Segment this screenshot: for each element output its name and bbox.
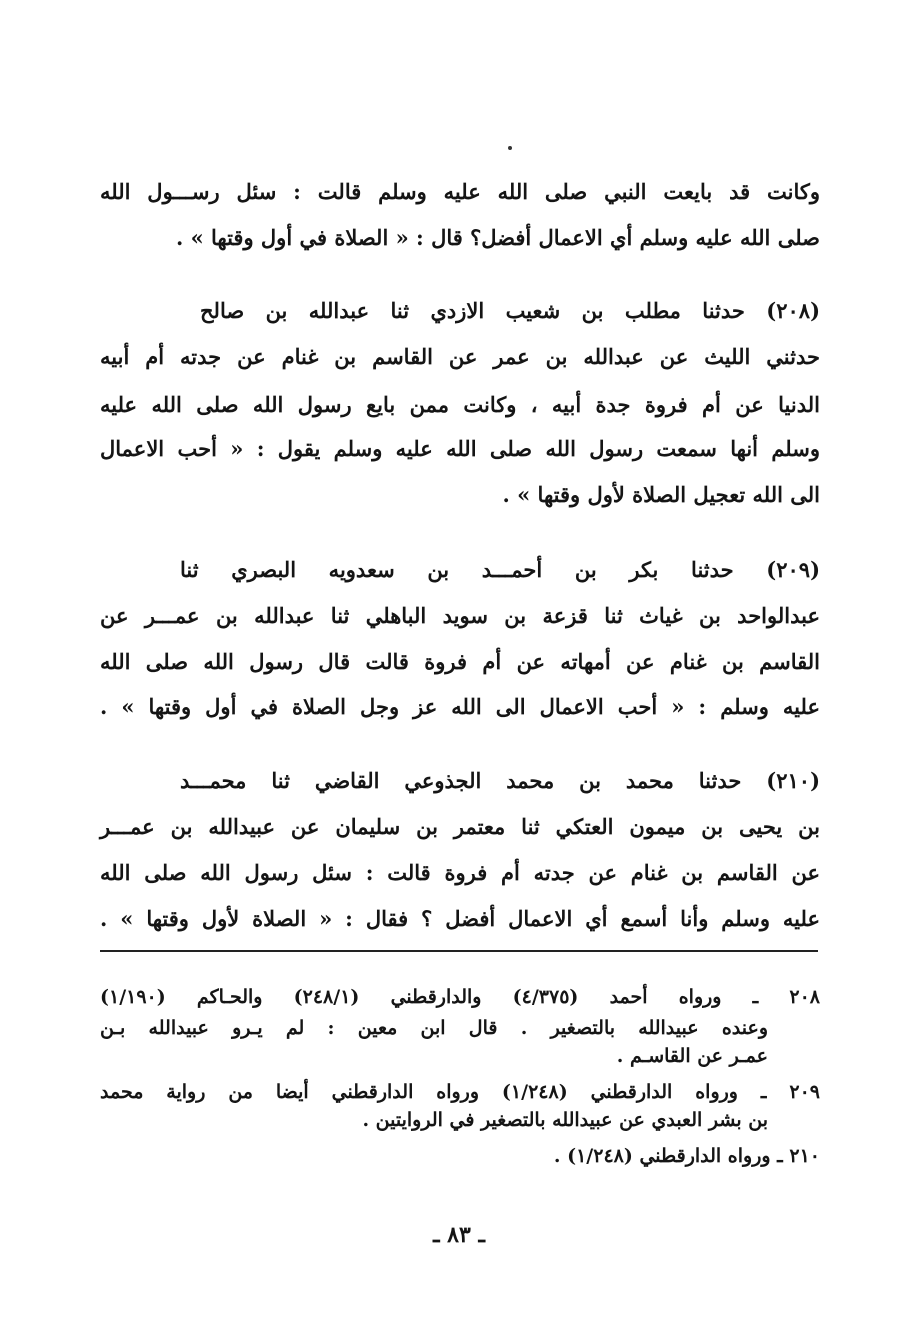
footnote-210: ٢١٠ ـ ورواه الدارقطني (١/٢٤٨) . bbox=[553, 1145, 820, 1167]
text-line: وكانت قد بايعت النبي صلى الله عليه وسلم قالت : سئل رســـول الله bbox=[100, 179, 820, 204]
text-line: عليه وسلم : « أحب الاعمال الى الله عز وجل الصلاة في أول وقتها » . bbox=[100, 694, 820, 719]
text-line: وسلم أنها سمعت رسول الله صلى الله عليه وسلم يقول : « أحب الاعمال bbox=[100, 436, 820, 461]
text-line: عبدالواحد بن غياث ثنا قزعة بن سويد الباهلي ثنا عبدالله بن عمـــر عن bbox=[100, 603, 820, 628]
text-line: حدثني الليث عن عبدالله بن عمر عن القاسم بن غنام عن جدته أم أبيه bbox=[100, 344, 820, 369]
text-line: بن يحيى بن ميمون العتكي ثنا معتمر بن سليمان عن عبيدالله بن عمـــر bbox=[100, 814, 820, 839]
text-line: صلى الله عليه وسلم أي الاعمال أفضل؟ قال : « الصلاة في أول وقتها » . bbox=[175, 225, 820, 250]
text-line: الى الله تعجيل الصلاة لأول وقتها » . bbox=[502, 482, 820, 507]
text-line: الدنيا عن أم فروة جدة أبيه ، وكانت ممن بايع رسول الله صلى الله عليه bbox=[100, 392, 820, 417]
footnote-line: وعنده عبيدالله بالتصغير . قال ابن معين : لم يـرو عبيدالله بـن bbox=[100, 1017, 768, 1039]
footnote-line: بن بشر العبدي عن عبيدالله بالتصغير في الروايتين . bbox=[362, 1109, 768, 1131]
text-line: عن القاسم بن غنام عن جدته أم فروة قالت : سئل رسول الله صلى الله bbox=[100, 860, 820, 885]
hadith-208-heading: (٢٠٨) حدثنا مطلب بن شعيب الازدي ثنا عبدالله بن صالح bbox=[200, 298, 820, 323]
footnote-line: عمـر عن القاسـم . bbox=[616, 1045, 768, 1067]
text-line: القاسم بن غنام عن أمهاته عن أم فروة قالت قال رسول الله صلى الله bbox=[100, 649, 820, 674]
hadith-209-heading: (٢٠٩) حدثنا بكر بن أحمـــد بن سعدويه البصري ثنا bbox=[180, 557, 820, 582]
footnote-209: ٢٠٩ ـ ورواه الدارقطني (١/٢٤٨) ورواه الدارقطني أيضا من رواية محمد bbox=[100, 1081, 820, 1103]
scan-speck bbox=[508, 146, 512, 150]
hadith-210-heading: (٢١٠) حدثنا محمد بن محمد الجذوعي القاضي ثنا محمـــد bbox=[180, 768, 820, 793]
page-number: ـ ٨٣ ـ bbox=[433, 1222, 485, 1248]
footnote-separator bbox=[100, 950, 818, 952]
footnote-208: ٢٠٨ ـ ورواه أحمد (٤/٣٧٥) والدارقطني (٢٤٨/١) والحـاكم (١/١٩٠) bbox=[100, 986, 820, 1008]
text-line: عليه وسلم وأنا أسمع أي الاعمال أفضل ؟ فقال : « الصلاة لأول وقتها » . bbox=[100, 906, 820, 931]
